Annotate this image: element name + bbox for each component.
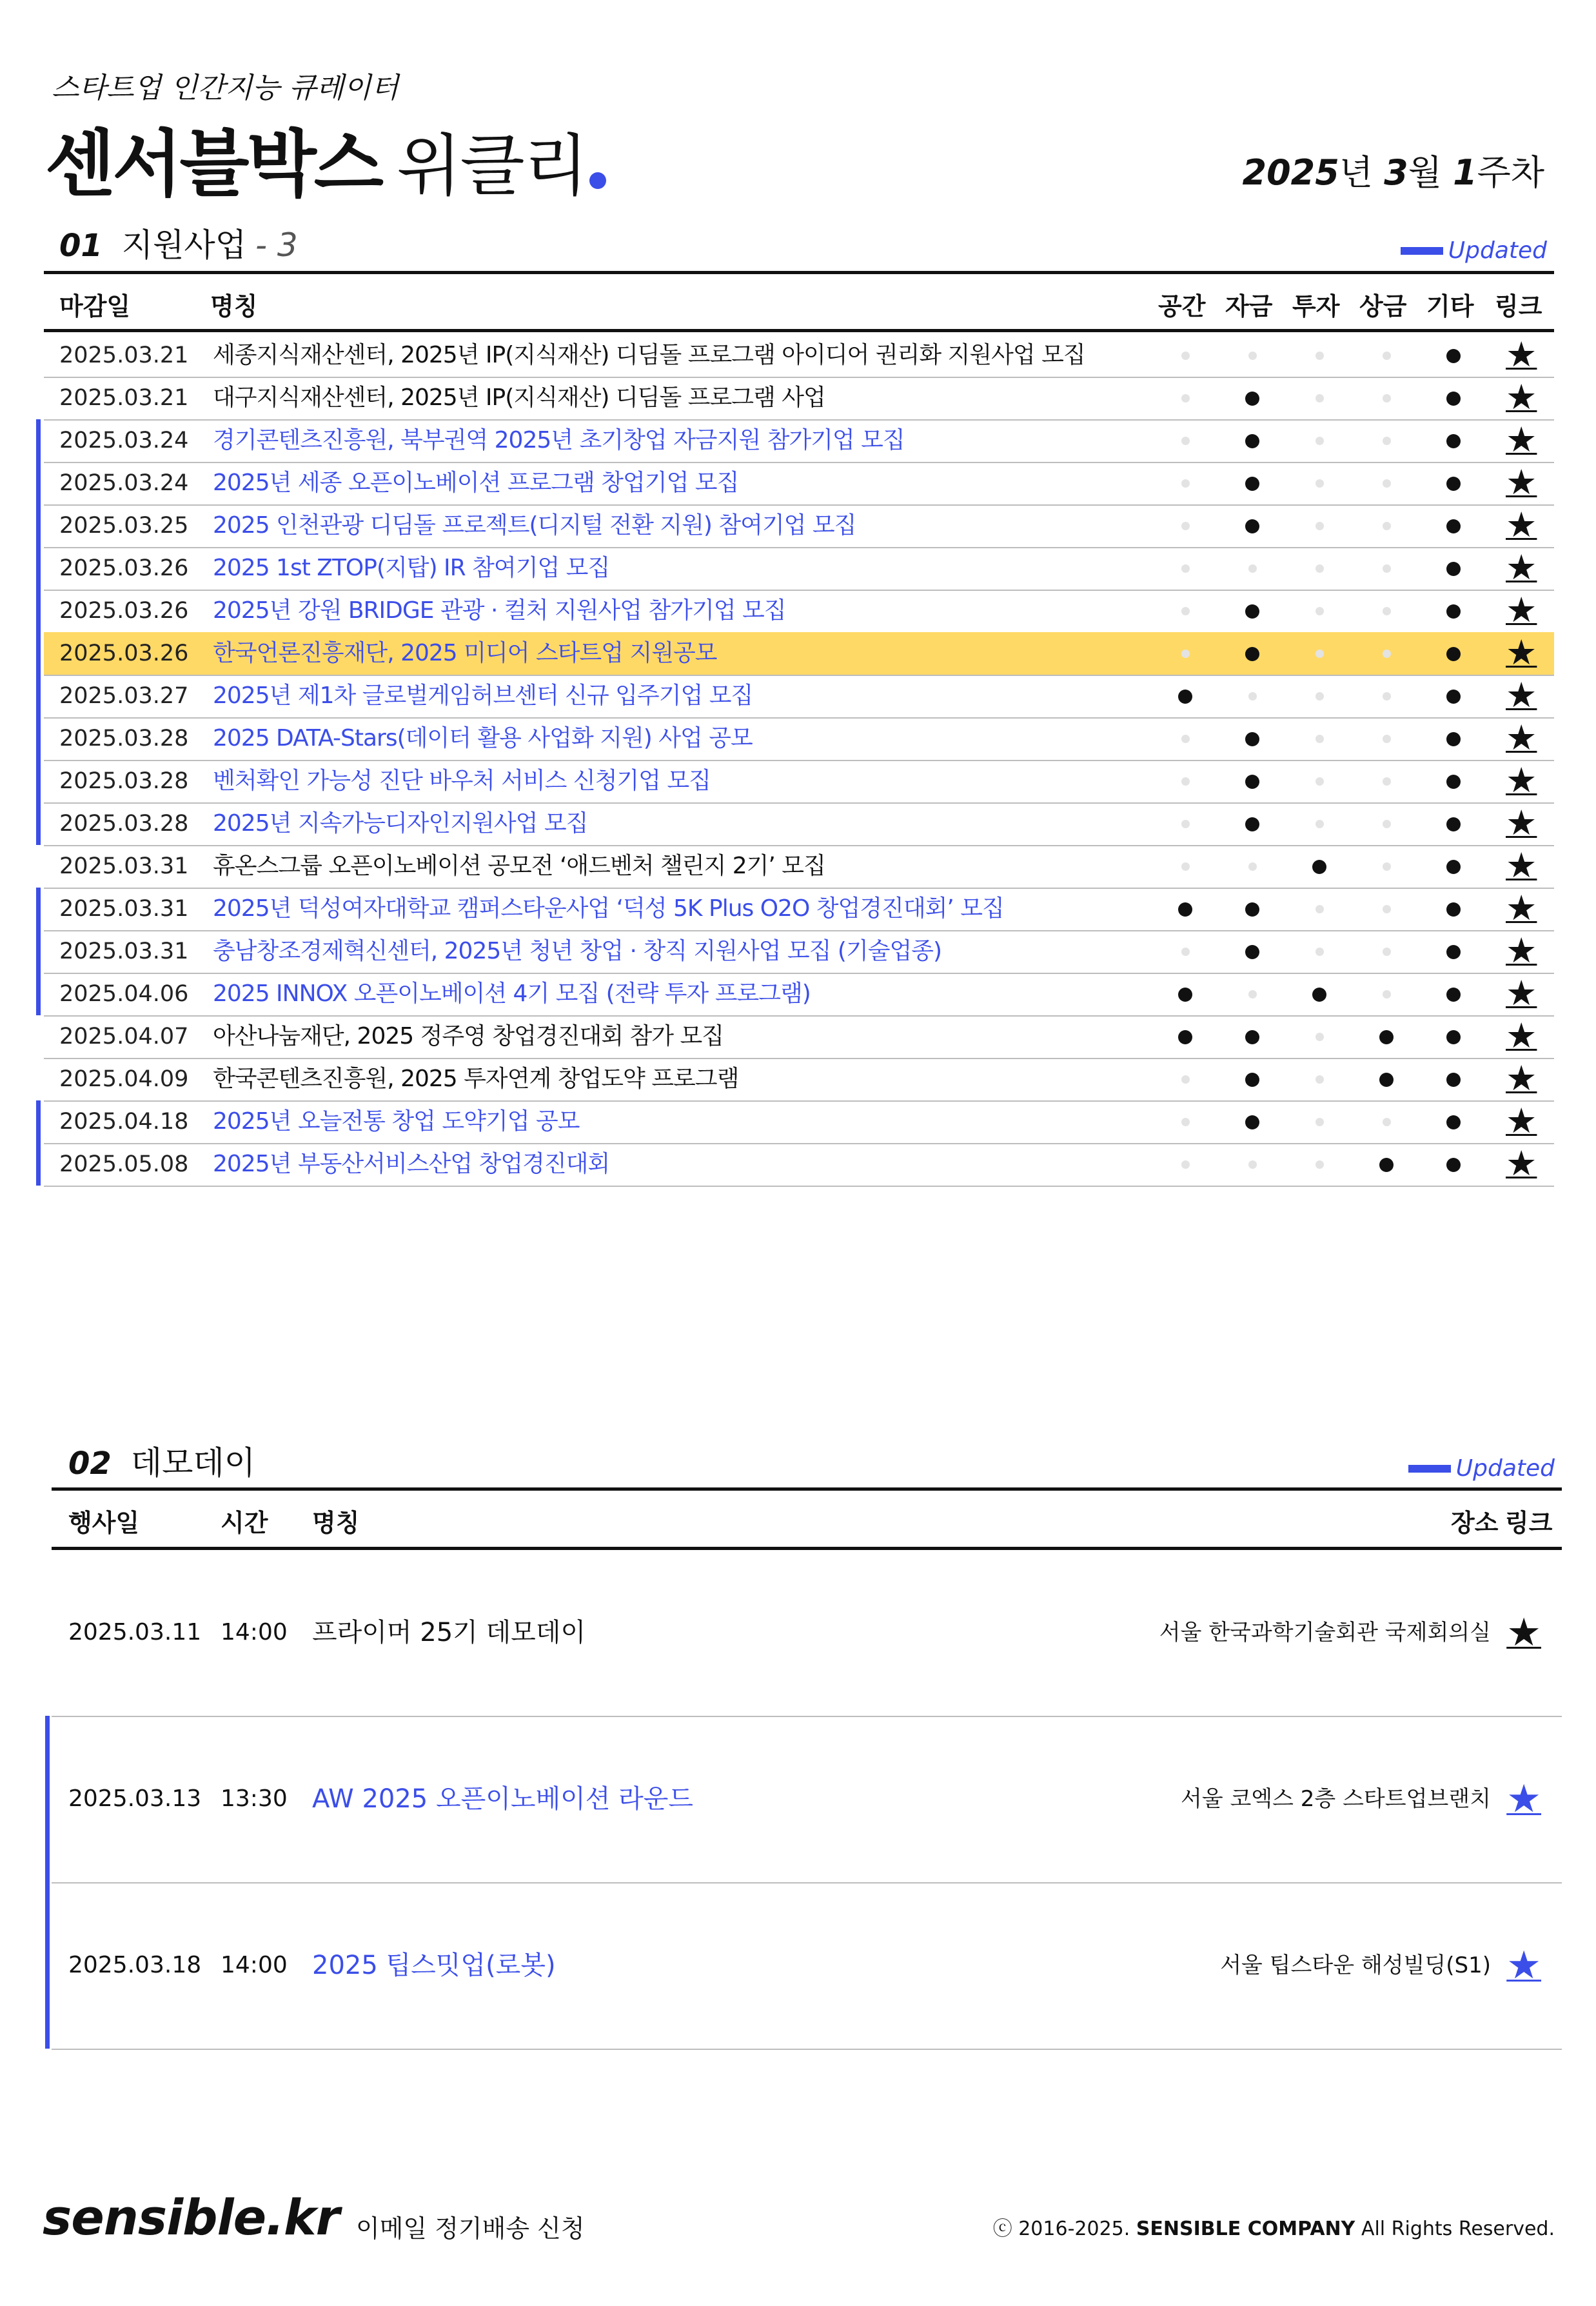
flag-etc-dot-icon: [1446, 392, 1461, 406]
program-name[interactable]: 충남창조경제혁신센터, 2025년 청년 창업 · 창직 지원사업 모집 (기술업종): [213, 938, 942, 964]
program-deadline: 2025.03.31: [59, 896, 189, 922]
program-deadline: 2025.04.06: [59, 981, 189, 1007]
flag-fund-dot-icon: [1245, 519, 1259, 533]
updated-marker: [36, 1143, 41, 1186]
program-row: [44, 1143, 1554, 1187]
event-time: 14:00: [221, 1952, 288, 1978]
program-row: [44, 1100, 1554, 1144]
flag-invest-dot-icon: [1315, 1160, 1324, 1169]
link-star-icon[interactable]: ★: [1506, 1143, 1537, 1184]
updated-marker: [45, 1882, 50, 2049]
flag-space-dot-icon: [1178, 690, 1192, 704]
flag-invest-dot-icon: [1312, 988, 1326, 1002]
section2-updated-label: Updated: [1455, 1455, 1555, 1482]
flag-space-dot-icon: [1181, 948, 1190, 956]
flag-fund-dot-icon: [1248, 564, 1257, 573]
flag-fund-dot-icon: [1245, 1115, 1259, 1129]
newsletter-title: [45, 106, 606, 210]
event-date: 2025.03.18: [68, 1952, 202, 1978]
issue-month: 3: [1384, 152, 1408, 193]
flag-etc-dot-icon: [1446, 732, 1461, 746]
program-deadline: 2025.03.26: [59, 641, 189, 666]
flag-fund-dot-icon: [1245, 604, 1259, 619]
updated-marker: [36, 547, 41, 590]
col-prize: 상금: [1359, 292, 1407, 321]
link-star-icon[interactable]: ★: [1506, 1058, 1537, 1098]
col-etc: 기타: [1426, 292, 1474, 321]
program-name[interactable]: 2025년 세종 오픈이노베이션 프로그램 창업기업 모집: [213, 470, 739, 496]
program-row: [44, 845, 1554, 889]
link-star-icon[interactable]: ★: [1506, 504, 1537, 545]
flag-fund-dot-icon: [1248, 1160, 1257, 1169]
link-star-icon[interactable]: ★: [1506, 1100, 1537, 1141]
copyright: [993, 2212, 1555, 2241]
link-star-icon[interactable]: ★: [1506, 590, 1537, 630]
program-row: [44, 760, 1554, 804]
demoday-row: [52, 1549, 1562, 1717]
program-name[interactable]: 2025년 강원 BRIDGE 관광 · 컬처 지원사업 참가기업 모집: [213, 597, 786, 624]
copyright-company: SENSIBLE COMPANY: [1136, 2218, 1355, 2240]
section1-updated-label: Updated: [1448, 237, 1547, 264]
section2-number: 02: [68, 1446, 112, 1482]
flag-invest-dot-icon: [1315, 394, 1324, 403]
flag-prize-dot-icon: [1383, 905, 1391, 913]
updated-marker: [36, 590, 41, 632]
link-star-icon[interactable]: ★: [1506, 547, 1537, 588]
program-name[interactable]: 2025년 제1차 글로벌게임허브센터 신규 입주기업 모집: [213, 682, 753, 709]
updated-marker: [36, 632, 41, 675]
section1-heading: [59, 219, 298, 266]
col-name: 명칭: [210, 292, 258, 321]
section1-number: 01: [59, 228, 103, 264]
flag-space-dot-icon: [1181, 352, 1190, 360]
program-row: [44, 632, 1554, 676]
flag-etc-dot-icon: [1446, 519, 1461, 533]
program-deadline: 2025.03.26: [59, 598, 189, 624]
flag-invest-dot-icon: [1315, 1033, 1324, 1041]
flag-fund-dot-icon: [1248, 352, 1257, 360]
flag-prize-dot-icon: [1379, 1030, 1394, 1044]
program-deadline: 2025.03.24: [59, 470, 189, 496]
program-deadline: 2025.03.28: [59, 811, 189, 837]
program-row: [44, 1015, 1554, 1059]
flag-etc-dot-icon: [1446, 349, 1461, 363]
flag-fund-dot-icon: [1248, 990, 1257, 999]
program-name[interactable]: 2025 인천관광 디딤돌 프로젝트(디지털 전환 지원) 참여기업 모집: [213, 512, 856, 539]
updated-marker: [36, 760, 41, 802]
flag-fund-dot-icon: [1245, 817, 1259, 831]
updated-marker: [36, 504, 41, 547]
flag-invest-dot-icon: [1315, 352, 1324, 360]
title-brand: 센서블박스: [45, 123, 381, 206]
flag-space-dot-icon: [1181, 564, 1190, 573]
flag-prize-dot-icon: [1383, 522, 1391, 530]
flag-space-dot-icon: [1181, 1160, 1190, 1169]
program-deadline: 2025.03.25: [59, 513, 189, 539]
flag-space-dot-icon: [1178, 902, 1192, 917]
program-name[interactable]: 벤처확인 가능성 진단 바우처 서비스 신청기업 모집: [213, 768, 711, 794]
flag-etc-dot-icon: [1446, 477, 1461, 491]
program-row: [44, 717, 1554, 761]
link-star-icon[interactable]: ★: [1506, 930, 1537, 971]
flag-space-dot-icon: [1178, 988, 1192, 1002]
col-fund: 자금: [1225, 292, 1273, 321]
flag-prize-dot-icon: [1379, 1073, 1394, 1087]
flag-invest-dot-icon: [1315, 820, 1324, 828]
program-name[interactable]: 대구지식재산센터, 2025년 IP(지식재산) 디딤돌 프로그램 사업: [213, 384, 825, 411]
flag-prize-dot-icon: [1379, 1158, 1394, 1172]
program-row: [44, 462, 1554, 506]
program-row: [44, 675, 1554, 719]
program-deadline: 2025.03.21: [59, 385, 189, 411]
col-event-time: 시간: [221, 1509, 268, 1537]
flag-invest-dot-icon: [1315, 692, 1324, 701]
link-star-icon[interactable]: ★: [1506, 1015, 1537, 1056]
updated-bar-icon: [1401, 247, 1443, 255]
program-row: [44, 590, 1554, 633]
flag-invest-dot-icon: [1315, 735, 1324, 743]
flag-fund-dot-icon: [1245, 945, 1259, 959]
col-event-date: 행사일: [68, 1509, 140, 1537]
program-deadline: 2025.04.07: [59, 1024, 189, 1049]
program-name[interactable]: 2025 DATA-Stars(데이터 활용 사업화 지원) 사업 공모: [213, 725, 753, 751]
program-deadline: 2025.03.27: [59, 683, 189, 709]
subscribe-link[interactable]: 이메일 정기배송 신청: [356, 2214, 585, 2243]
event-time: 13:30: [221, 1785, 288, 1812]
flag-fund-dot-icon: [1245, 1073, 1259, 1087]
col-event-place: 장소: [1451, 1509, 1499, 1537]
event-date: 2025.03.11: [68, 1619, 202, 1645]
link-star-icon[interactable]: ★: [1506, 717, 1537, 758]
flag-invest-dot-icon: [1315, 777, 1324, 786]
updated-marker: [36, 462, 41, 504]
flag-etc-dot-icon: [1446, 1115, 1461, 1129]
updated-marker: [36, 1100, 41, 1143]
updated-marker: [36, 930, 41, 973]
col-link: 링크: [1495, 292, 1542, 321]
program-deadline: 2025.05.08: [59, 1151, 189, 1177]
section1-header-rule: [44, 329, 1554, 332]
demoday-row: [52, 1882, 1562, 2050]
program-name[interactable]: 한국콘텐츠진흥원, 2025 투자연계 창업도약 프로그램: [213, 1066, 739, 1092]
program-name[interactable]: 아산나눔재단, 2025 정주영 창업경진대회 참가 모집: [213, 1023, 724, 1049]
section2-updated-legend: [1408, 1455, 1555, 1482]
flag-space-dot-icon: [1181, 1118, 1190, 1126]
flag-etc-dot-icon: [1446, 988, 1461, 1002]
footer-brand[interactable]: sensible.kr: [43, 2189, 340, 2246]
program-name[interactable]: 휴온스그룹 오픈이노베이션 공모전 ‘애드벤처 챌린지 2기’ 모집: [213, 853, 825, 879]
demoday-row: [52, 1716, 1562, 1884]
flag-prize-dot-icon: [1383, 352, 1391, 360]
program-deadline: 2025.03.21: [59, 343, 189, 368]
link-star-icon[interactable]: ★: [1506, 802, 1537, 843]
program-row: [44, 547, 1554, 591]
link-star-icon[interactable]: ★: [1506, 760, 1537, 800]
program-row: [44, 888, 1554, 931]
link-star-icon[interactable]: ★: [1506, 419, 1537, 460]
program-row: [44, 419, 1554, 463]
program-deadline: 2025.03.31: [59, 939, 189, 964]
flag-fund-dot-icon: [1245, 775, 1259, 789]
program-deadline: 2025.03.26: [59, 555, 189, 581]
program-row: [44, 377, 1554, 421]
program-name[interactable]: 2025년 부동산서비스산업 창업경진대회: [213, 1151, 610, 1177]
program-name[interactable]: 2025 1st ZTOP(지탑) IR 참여기업 모집: [213, 555, 610, 581]
flag-space-dot-icon: [1181, 522, 1190, 530]
link-star-icon[interactable]: ★: [1506, 675, 1537, 715]
program-row: [44, 973, 1554, 1017]
program-name[interactable]: 한국언론진흥재단, 2025 미디어 스타트업 지원공모: [213, 640, 717, 666]
title-dot-icon: [589, 172, 606, 189]
flag-etc-dot-icon: [1446, 690, 1461, 704]
program-deadline: 2025.03.31: [59, 853, 189, 879]
event-place: 서울 팁스타운 해성빌딩(S1): [1220, 1953, 1491, 1978]
issue-week-unit: 주차: [1477, 152, 1544, 193]
link-star-icon[interactable]: ★: [1506, 632, 1537, 673]
program-name[interactable]: 세종지식재산센터, 2025년 IP(지식재산) 디딤돌 프로그램 아이디어 권리화 지원사업 모집: [213, 342, 1085, 368]
program-name[interactable]: 경기콘텐츠진흥원, 북부권역 2025년 초기창업 자금지원 참가기업 모집: [213, 427, 905, 453]
flag-fund-dot-icon: [1245, 902, 1259, 917]
tagline: 스타트업 인간지능 큐레이터: [52, 72, 399, 104]
event-date: 2025.03.13: [68, 1785, 202, 1812]
flag-etc-dot-icon: [1446, 434, 1461, 448]
flag-prize-dot-icon: [1383, 948, 1391, 956]
link-star-icon[interactable]: ★: [1506, 1776, 1541, 1822]
flag-prize-dot-icon: [1383, 1118, 1391, 1126]
flag-invest-dot-icon: [1315, 650, 1324, 658]
flag-fund-dot-icon: [1245, 1030, 1259, 1044]
section1-top-rule: [44, 271, 1554, 274]
updated-bar-icon: [1408, 1465, 1451, 1473]
flag-prize-dot-icon: [1383, 394, 1391, 403]
flag-prize-dot-icon: [1383, 820, 1391, 828]
flag-prize-dot-icon: [1383, 777, 1391, 786]
program-row: [44, 930, 1554, 974]
program-deadline: 2025.03.28: [59, 726, 189, 751]
flag-invest-dot-icon: [1312, 860, 1326, 874]
link-star-icon[interactable]: ★: [1506, 1943, 1541, 1988]
program-row: [44, 334, 1554, 378]
col-event-name: 명칭: [312, 1509, 360, 1537]
flag-fund-dot-icon: [1248, 692, 1257, 701]
flag-etc-dot-icon: [1446, 1158, 1461, 1172]
flag-fund-dot-icon: [1245, 392, 1259, 406]
event-place: 서울 한국과학기술회관 국제회의실: [1159, 1620, 1491, 1645]
updated-marker: [36, 802, 41, 845]
flag-etc-dot-icon: [1446, 902, 1461, 917]
flag-etc-dot-icon: [1446, 817, 1461, 831]
flag-prize-dot-icon: [1383, 862, 1391, 871]
link-star-icon[interactable]: ★: [1506, 334, 1537, 375]
issue-year: 2025: [1242, 152, 1339, 193]
link-star-icon[interactable]: ★: [1506, 1610, 1541, 1655]
event-name[interactable]: AW 2025 오픈이노베이션 라운드: [312, 1784, 694, 1814]
flag-space-dot-icon: [1181, 437, 1190, 445]
col-event-link: 링크: [1505, 1509, 1553, 1537]
flag-etc-dot-icon: [1446, 604, 1461, 619]
col-space: 공간: [1158, 292, 1206, 321]
flag-space-dot-icon: [1181, 777, 1190, 786]
col-invest: 투자: [1292, 292, 1340, 321]
issue-week: [1243, 145, 1544, 195]
program-name[interactable]: 2025년 오늘전통 창업 도약기업 공모: [213, 1108, 580, 1135]
flag-prize-dot-icon: [1383, 692, 1391, 701]
updated-marker: [45, 1716, 50, 1882]
program-deadline: 2025.04.09: [59, 1066, 189, 1092]
flag-space-dot-icon: [1181, 1075, 1190, 1084]
program-row: [44, 802, 1554, 846]
link-star-icon[interactable]: ★: [1506, 377, 1537, 417]
flag-prize-dot-icon: [1383, 735, 1391, 743]
program-name[interactable]: 2025년 지속가능디자인지원사업 모집: [213, 810, 588, 837]
flag-etc-dot-icon: [1446, 1030, 1461, 1044]
link-star-icon[interactable]: ★: [1506, 845, 1537, 886]
section2-title: 데모데이: [130, 1444, 255, 1482]
flag-prize-dot-icon: [1383, 650, 1391, 658]
program-name[interactable]: 2025 INNOX 오픈이노베이션 4기 모집 (전략 투자 프로그램): [213, 980, 811, 1007]
flag-space-dot-icon: [1181, 862, 1190, 871]
flag-invest-dot-icon: [1315, 479, 1324, 488]
section1-updated-legend: [1401, 237, 1547, 264]
flag-invest-dot-icon: [1315, 564, 1324, 573]
link-star-icon[interactable]: ★: [1506, 973, 1537, 1013]
flag-prize-dot-icon: [1383, 990, 1391, 999]
updated-marker: [36, 419, 41, 462]
program-deadline: 2025.04.18: [59, 1109, 189, 1135]
title-weekly: 위클리: [396, 126, 587, 205]
program-name[interactable]: 2025년 덕성여자대학교 캠퍼스타운사업 ‘덕성 5K Plus O2O 창업경진대회’ 모집: [213, 895, 1004, 922]
flag-space-dot-icon: [1181, 735, 1190, 743]
issue-year-unit: 년: [1339, 152, 1373, 193]
flag-space-dot-icon: [1181, 394, 1190, 403]
flag-etc-dot-icon: [1446, 945, 1461, 959]
updated-marker: [36, 888, 41, 930]
flag-invest-dot-icon: [1315, 905, 1324, 913]
issue-week-number: 1: [1453, 152, 1477, 193]
program-deadline: 2025.03.28: [59, 768, 189, 794]
flag-invest-dot-icon: [1315, 948, 1324, 956]
flag-prize-dot-icon: [1383, 479, 1391, 488]
program-deadline: 2025.03.24: [59, 428, 189, 453]
section2-top-rule: [52, 1487, 1562, 1491]
flag-space-dot-icon: [1181, 607, 1190, 615]
section1-subtitle: - 3: [255, 226, 298, 264]
flag-fund-dot-icon: [1245, 647, 1259, 661]
event-time: 14:00: [221, 1619, 288, 1645]
flag-space-dot-icon: [1181, 820, 1190, 828]
copyright-rights: All Rights Reserved.: [1361, 2218, 1555, 2240]
link-star-icon[interactable]: ★: [1506, 888, 1537, 928]
flag-etc-dot-icon: [1446, 1073, 1461, 1087]
flag-fund-dot-icon: [1248, 862, 1257, 871]
flag-space-dot-icon: [1181, 479, 1190, 488]
flag-invest-dot-icon: [1315, 1118, 1324, 1126]
flag-etc-dot-icon: [1446, 860, 1461, 874]
flag-invest-dot-icon: [1315, 522, 1324, 530]
program-row: [44, 1058, 1554, 1102]
program-row: [44, 504, 1554, 548]
updated-marker: [36, 675, 41, 717]
flag-invest-dot-icon: [1315, 607, 1324, 615]
event-name[interactable]: 2025 팁스밋업(로봇): [312, 1951, 556, 1980]
flag-fund-dot-icon: [1245, 434, 1259, 448]
section2-heading: [68, 1437, 255, 1484]
updated-marker: [36, 973, 41, 1015]
col-deadline: 마감일: [59, 292, 131, 321]
flag-invest-dot-icon: [1315, 437, 1324, 445]
flag-fund-dot-icon: [1245, 732, 1259, 746]
flag-space-dot-icon: [1178, 1030, 1192, 1044]
issue-month-unit: 월: [1408, 152, 1442, 193]
flag-invest-dot-icon: [1315, 1075, 1324, 1084]
event-name[interactable]: 프라이머 25기 데모데이: [312, 1618, 586, 1647]
flag-prize-dot-icon: [1383, 437, 1391, 445]
flag-etc-dot-icon: [1446, 562, 1461, 576]
flag-prize-dot-icon: [1383, 564, 1391, 573]
flag-space-dot-icon: [1181, 650, 1190, 658]
copyright-years: ⓒ 2016-2025.: [992, 2218, 1130, 2240]
flag-prize-dot-icon: [1383, 607, 1391, 615]
event-place: 서울 코엑스 2층 스타트업브랜치: [1180, 1786, 1491, 1812]
updated-marker: [36, 717, 41, 760]
link-star-icon[interactable]: ★: [1506, 462, 1537, 502]
flag-fund-dot-icon: [1245, 477, 1259, 491]
section1-title: 지원사업: [121, 226, 246, 264]
flag-etc-dot-icon: [1446, 647, 1461, 661]
flag-etc-dot-icon: [1446, 775, 1461, 789]
